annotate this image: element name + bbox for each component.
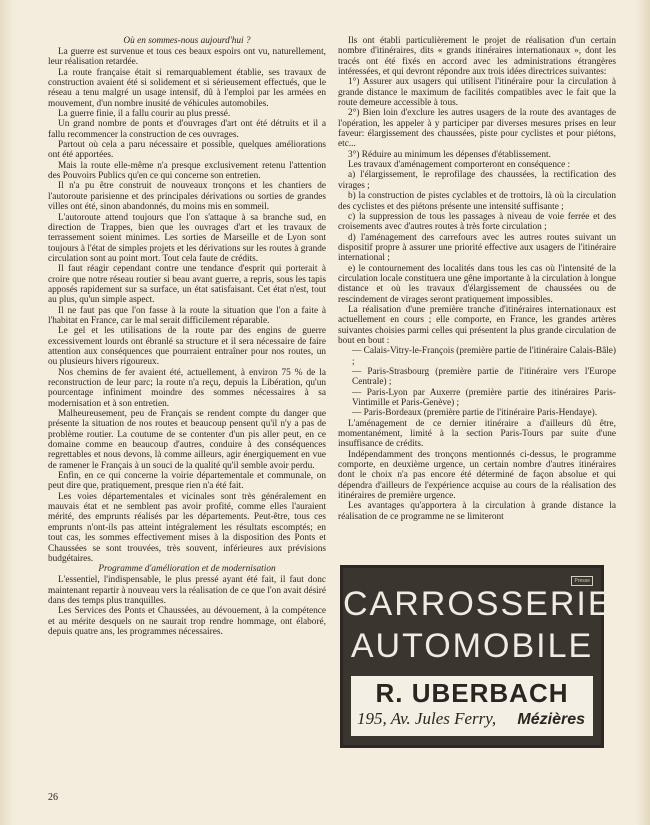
paragraph: L'autoroute attend toujours que l'on s'attaque à sa branche sud, en direction de Trappes, bien que les ouvrages d'art et les travaux de terrassement soient minimes. Les sorties de Marseille et de Lyon sont toujours à l'état de simples projets et les dérivations sur les routes à grande circulation sont au point mort. Tout cela faute de crédits. <box>48 212 326 264</box>
route-item: — Calais-Vitry-le-François (première partie de l'itinéraire Calais-Bâle) ; <box>352 346 616 367</box>
route-item: — Paris-Bordeaux (première partie de l'itinéraire Paris-Hendaye). <box>352 408 598 419</box>
numbered-point: 2°) Bien loin d'exclure les autres usagers de la route des avantages de l'opération, les appeler à y participer par diverses mesures prises en leur faveur: élargissement des chaussées, piste pour cyclistes et pour piétons, etc... <box>338 108 616 150</box>
ad-city: Mézières <box>517 711 585 728</box>
works-item: e) le contournement des localités dans tous les cas où l'intensité de la circulation locale constituera une gêne importante à la circulation à longue distance et où les travaux d'élargissement de chaussées ou de rescindement de virages seront pratiquement impossibles. <box>338 263 616 305</box>
paragraph: Un grand nombre de ponts et d'ouvrages d'art ont été détruits et il a fallu recommencer la construction de ces ouvrages. <box>48 119 326 140</box>
ad-address: 195, Av. Jules Ferry, <box>357 709 497 728</box>
page-number: 26 <box>48 792 58 803</box>
paragraph: Il n'a pu être construit de nouveaux tronçons et les chantiers de l'autoroute parisienne et des principales dérivations ou sorties de grandes villes ont été, sinon abandonnés, du moins mis en sommeil. <box>48 181 326 213</box>
press-badge: Presse <box>571 576 593 586</box>
paragraph: Il faut réagir cependant contre une tendance d'esprit qui porterait à croire que notre réseau routier si beau avant guerre, a repris, sous les tapis apposés rapidement sur sa surface, un état satisfaisant. Cet état n'est, tout au plus, qu'un simple aspect. <box>48 264 326 306</box>
paragraph: Les avantages qu'apportera à la circulation à grande distance la réalisation de ce programme ne se limiteront <box>338 501 616 522</box>
paragraph: Ils ont établi particulièrement le projet de réalisation d'un certain nombre d'itinéraires, dits « grands itinéraires internationaux », dont les tracés ont été fixés en accord avec les administrations étrangères intéressées, et qui devront répondre aux trois idées directrices suivantes: <box>338 36 616 78</box>
left-column <box>48 36 326 637</box>
paragraph: L'essentiel, l'indispensable, le plus pressé ayant été fait, il faut donc maintenant repartir à nouveau vers la réalisation de ce que l'on avait désiré dans des temps plus tranquilles. <box>48 575 326 606</box>
numbered-point: 3°) Réduire au minimum les dépenses d'établissement. <box>348 149 551 160</box>
paragraph: Mais la route elle-même n'a presque exclusivement retenu l'attention des Pouvoirs Publics qu'en ce qui concerne son entretien. <box>48 160 326 182</box>
paragraph: La guerre finie, il a fallu courir au plus pressé. <box>58 109 231 120</box>
paragraph: La route française était si remarquablement établie, ses travaux de construction avaient été si solidement et si sérieusement effectués, que le réseau a tenu malgré un usage intensif, dû à l'emploi par les armées en mouvement, d'un nombre inusité de véhicules automobiles. <box>48 67 326 109</box>
works-item: a) l'élargissement, le reprofilage des chaussées, la rectification des virages ; <box>338 170 616 191</box>
works-item: b) la construction de pistes cyclables et de trottoirs, là où la circulation des cyclistes et des piétons présente une intensité suffisante ; <box>338 191 616 212</box>
route-item: — Paris-Lyon par Auxerre (première partie des itinéraires Paris-Vintimille et Paris-Genève) ; <box>352 387 616 409</box>
paragraph: Les travaux d'aménagement comporteront en conséquence : <box>348 160 571 171</box>
paragraph: La réalisation d'une première tranche d'itinéraires internationaux est actuellement en cours ; elle comporte, en France, les grandes artères suivantes choisies parmi celles qui présentent la plus grande circulation de bout en bout : <box>338 304 616 346</box>
paragraph: Malheureusement, peu de Français se rendent compte du danger que présente la situation de nos routes et beaucoup pensent qu'il n'y a pas de problème routier. La coutume de se contenter d'un pis aller peut, en ce domaine comme en beaucoup d'autres, conduire à des conséquences regrettables et nous devons, là comme ailleurs, agir énergiquement en vue de ramener le Français à un souci de la qualité qu'il semble avoir perdu. <box>48 409 326 471</box>
section-heading: Où en sommes-nous aujourd'hui ? <box>123 36 251 46</box>
section-heading: Programme d'amélioration et de modernisation <box>98 564 276 575</box>
paragraph: Indépendamment des tronçons mentionnés ci-dessus, le programme comporte, en deuxième urgence, un certain nombre d'autres itinéraires dont le choix n'a pas encore été déterminé de façon absolue et qui dépendra d'ailleurs de l'expérience acquise au cours de la réalisation des itinéraires de première urgence. <box>338 449 616 502</box>
paragraph: La guerre est survenue et tous ces beaux espoirs ont vu, naturellement, leur réalisation retardée. <box>48 47 326 68</box>
paragraph: Enfin, en ce qui concerne la voirie départementale et communale, on peut dire que, pratiquement, presque rien n'a été fait. <box>48 471 326 492</box>
paragraph: Partout où cela a paru nécessaire et possible, quelques améliorations ont été apportées. <box>48 140 326 161</box>
works-item: c) la suppression de tous les passages à niveau de voie ferrée et des croisements avec d'autres routes à très forte circulation ; <box>338 211 616 233</box>
advertisement-box <box>340 565 613 748</box>
paragraph: Les Services des Ponts et Chaussées, au dévouement, à la compétence et au mérite desquels on ne saurait trop rendre hommage, ont élaboré, depuis quatre ans, les programmes nécessaires. <box>48 606 326 637</box>
works-item: d) l'aménagement des carrefours avec les autres routes suivant un dispositif propre à assurer une priorité effective aux usagers de l'itinéraire international ; <box>338 232 616 264</box>
numbered-point: 1°) Assurer aux usagers qui utilisent l'itinéraire pour la circulation à grande distance le maximum de facilités compatibles avec le fait que la route demeure accessible à tous. <box>338 77 616 109</box>
paragraph: Les voies départementales et vicinales sont très généralement en mauvais état et ne semblent pas avoir profité, comme elles l'auraient mérité, des emprunts réalisés par les départements. Peut-être, tous ces emprunts n'ont-ils pas atteint intégralement les résultats escomptés; en tout cas, les sommes effectivement mises à la disposition des Ponts et Chaussées se sont trouvées, très souvent, inférieures aux prévisions budgétaires. <box>48 491 326 564</box>
paragraph: Il ne faut pas que l'on fasse à la route la situation que l'on a faite à l'habitat en France, car le mal serait difficilement réparable. <box>48 305 326 326</box>
ad-line-carrosserie: CARROSSERIE <box>343 585 613 623</box>
paragraph: Le gel et les utilisations de la route par des engins de guerre excessivement lourds ont ébranlé sa structure et il sera nécessaire de faire attention aux conséquences que pourraient entraîner pour nos routes, un ou plusieurs hivers rigoureux. <box>48 326 326 368</box>
paragraph: L'aménagement de ce dernier itinéraire a d'ailleurs dû être, momentanément, limité à la section Paris-Tours par suite d'une insuffisance de crédits. <box>338 418 616 450</box>
ad-line-automobile: AUTOMOBILE <box>350 627 594 665</box>
right-column <box>338 36 616 522</box>
ad-name-band <box>351 676 593 736</box>
route-item: — Paris-Strasbourg (première partie de l'itinéraire vers l'Europe Centrale) ; <box>352 367 616 388</box>
paragraph: Nos chemins de fer avaient été, actuellement, à environ 75 % de la reconstruction de leur parc; la route n'a reçu, depuis la Libération, qu'un pourcentage infiniment moindre des sommes nécessaires à sa modernisation et à son entretien. <box>48 367 326 409</box>
ad-business-name: R. UBERBACH <box>375 678 569 708</box>
